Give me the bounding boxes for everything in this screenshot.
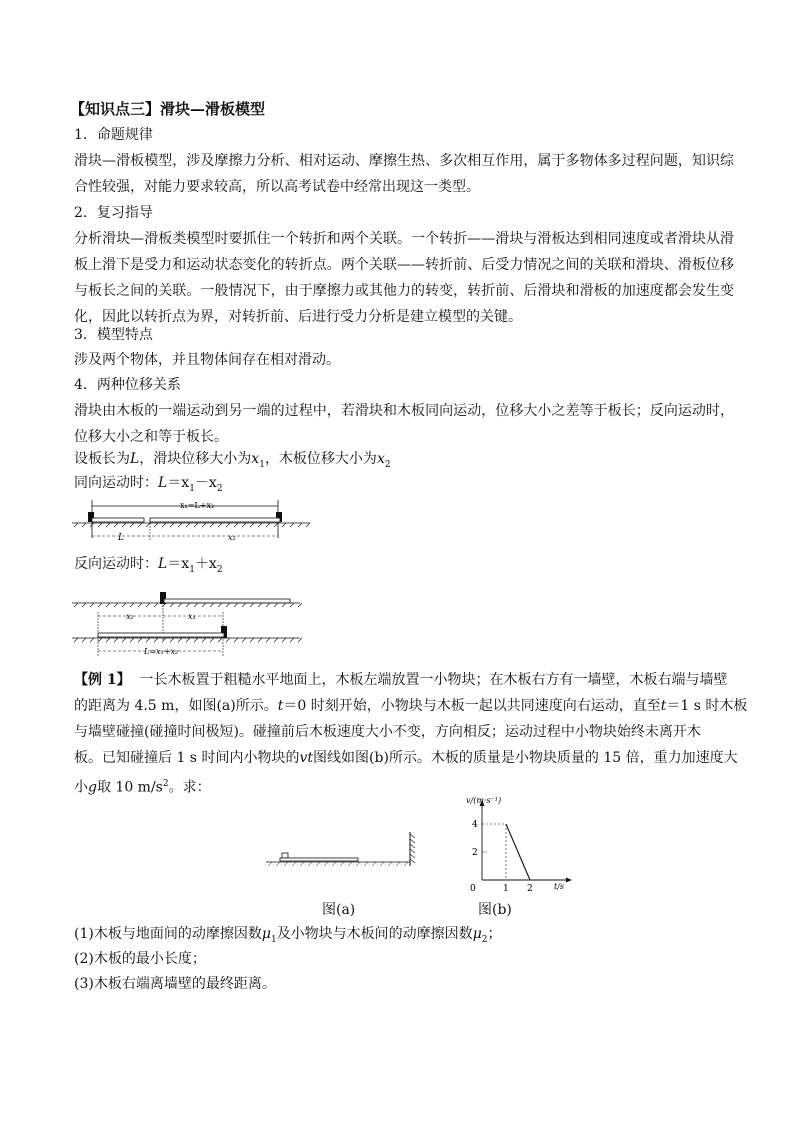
y-tick-label: 4 — [472, 820, 478, 830]
paragraph-2: 分析滑块—滑板类模型时要抓住一个转折和两个关联。一个转折——滑块与滑板达到相同速度或者滑块从滑板上滑下是受力和运动状态变化的转折点。两个关联——转折前、后受力情况之间的关联和滑块、滑板位移与板长之间的关联。一般情况下，由于摩擦力或其他力的转变，转折前、后滑块和滑板的加速度都会发生变化，因此以转折点为界，对转折前、后进行受力分析是建立模型的关键。 — [74, 231, 734, 325]
heading-1: 1．命题规律 — [74, 127, 153, 143]
heading-4: 4．两种位移关系 — [74, 377, 181, 393]
y-tick-label: 2 — [472, 848, 478, 858]
example-line-1: 【例 1】 一长木板置于粗糙水平地面上，木板左端放置一小物块；在木板右方有一墙壁，木板右端与墙壁 — [74, 672, 728, 688]
series-line — [506, 824, 530, 880]
paragraph-4: 滑块由木板的一端运动到另一端的过程中，若滑块和木板同向运动，位移大小之差等于板长；反向运动时，位移大小之和等于板长。 — [74, 403, 734, 445]
opposite-direction-figure — [70, 588, 320, 660]
y-axis-label: v/(m·s⁻¹) — [466, 796, 502, 805]
x-axis-arrow — [566, 878, 572, 883]
fig2-bottom-label: L=x₁+x₂ — [144, 647, 179, 656]
x-axis-label: t/s — [554, 882, 565, 891]
x-tick-label: 2 — [527, 884, 533, 894]
fig2-x1-label: x₁ — [188, 612, 196, 621]
small-block — [282, 853, 288, 858]
wall-hatching — [410, 834, 415, 863]
same-direction-figure — [70, 494, 320, 544]
figure-b-vt-chart — [456, 794, 586, 894]
same-direction-equation: 同向运动时：$L=x_1-x_2$ — [74, 475, 223, 494]
opposite-direction-equation: 反向运动时：$L=x_1+x_2$ — [74, 556, 223, 575]
figure-a — [262, 828, 428, 872]
example-label: 【例 1】 — [74, 672, 131, 688]
figure-a-caption: 图(a) — [322, 902, 356, 918]
heading-3: 3．模型特点 — [74, 327, 153, 343]
fig2-x2-label: x₂ — [126, 612, 134, 621]
question-3: (3)木板右端离墙壁的最终距离。 — [74, 976, 276, 992]
paragraph-3: 涉及两个物体，并且物体间存在相对滑动。 — [74, 352, 340, 368]
paragraph-5: 设板长为L，滑块位移大小为$x_1$，木板位移大小为$x_2$ — [74, 451, 391, 470]
paragraph-1: 滑块—滑板模型，涉及摩擦力分析、相对运动、摩擦生热、多次相互作用，属于多物体多过程问题，知识综合性较强，对能力要求较高，所以高考试卷中经常出现这一类型。 — [74, 153, 734, 195]
ground-hatching — [74, 523, 310, 527]
long-board — [280, 858, 358, 861]
example-line-4: 板。已知碰撞后 1 s 时间内小物块的vt图线如图(b)所示。木板的质量是小物块质量的 15 倍，重力加速度大 — [74, 750, 738, 766]
example-line-3: 与墙壁碰撞(碰撞时间极短)。碰撞前后木板速度大小不变，方向相反；运动过程中小物块始终未离开木 — [74, 724, 701, 740]
question-2: (2)木板的最小长度； — [74, 951, 206, 967]
x-tick-label: 0 — [470, 884, 476, 894]
figure-b-caption: 图(b) — [478, 902, 512, 918]
fig1-x2-label: x₂ — [228, 533, 236, 542]
x-tick-label: 1 — [503, 884, 509, 894]
heading-2: 2．复习指导 — [74, 205, 153, 221]
example-line-2: 的距离为 4.5 m，如图(a)所示。t＝0 时刻开始，小物块与木板一起以共同速度向右运动，直至t＝1 s 时木板 — [74, 698, 748, 714]
example-line-5: 小g取 10 $m/s^2$。求： — [74, 779, 211, 796]
question-1: (1)木板与地面间的动摩擦因数$\mu_1$及小物块与木板间的动摩擦因数$\mu_2$； — [74, 926, 502, 945]
section-title: 【知识点三】滑块—滑板模型 — [70, 100, 266, 118]
fig1-top-label: x₁=L+x₂ — [180, 501, 215, 510]
fig1-L-label: L — [118, 533, 124, 543]
